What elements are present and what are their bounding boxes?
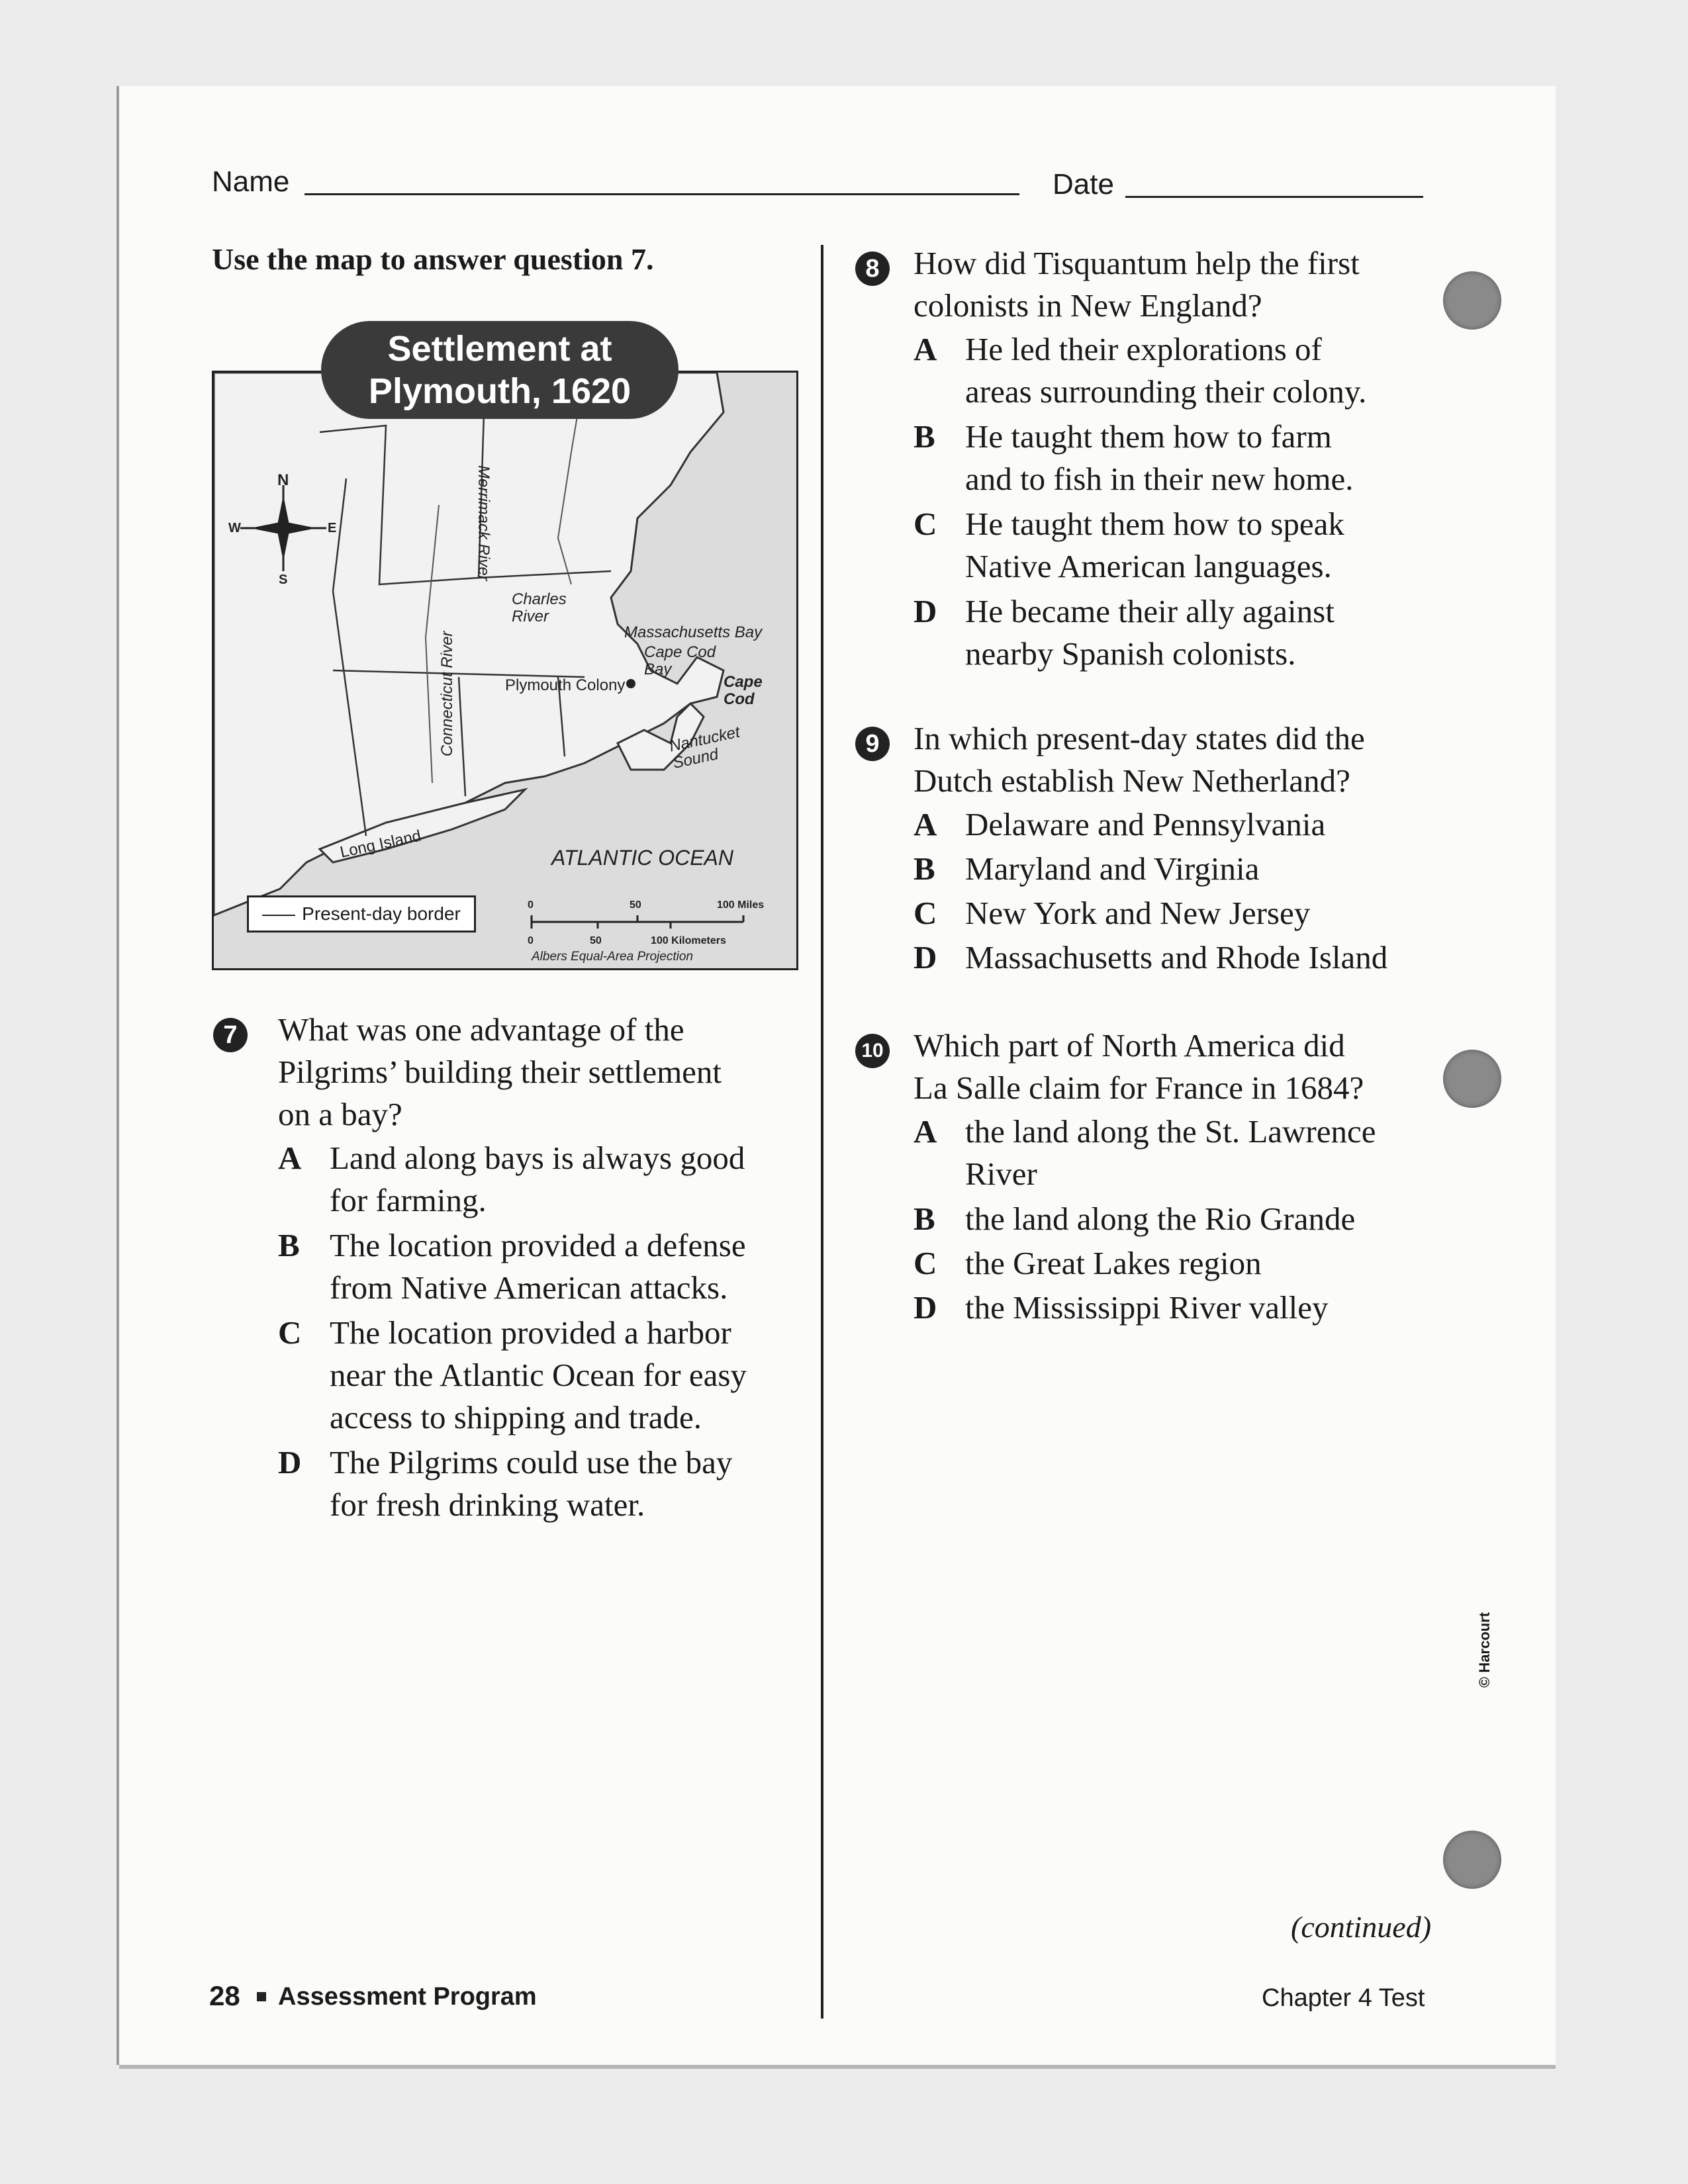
option-line: from Native American attacks.: [330, 1269, 728, 1306]
question-line: Which part of North America did: [914, 1027, 1345, 1064]
option-line: the land along the Rio Grande: [965, 1201, 1356, 1237]
option-line: Massachusetts and Rhode Island: [965, 939, 1388, 976]
answer-option[interactable]: [914, 892, 1483, 934]
scale-mi-100: 100 Miles: [717, 899, 765, 911]
option-line: the Great Lakes region: [965, 1245, 1262, 1281]
map-title-line: Plymouth, 1620: [368, 371, 632, 411]
question-line: Pilgrims’ building their settlement: [278, 1054, 722, 1090]
answer-option[interactable]: [278, 1137, 808, 1222]
legend-label: Present-day border: [302, 903, 461, 924]
answer-option[interactable]: [914, 848, 1483, 890]
binder-hole: [1443, 1050, 1501, 1108]
option-letter: C: [914, 1245, 937, 1281]
binder-hole: [1443, 1831, 1501, 1889]
option-letter: D: [914, 939, 937, 976]
worksheet-page: [119, 86, 1556, 2065]
map-instruction: Use the map to answer question 7.: [212, 242, 654, 276]
option-line: New York and New Jersey: [965, 895, 1311, 931]
option-line: River: [965, 1156, 1037, 1192]
scale-km-100: 100 Kilometers: [651, 935, 726, 946]
option-letter: D: [914, 1289, 937, 1326]
option-line: Native American languages.: [965, 548, 1332, 584]
option-letter: B: [914, 1201, 935, 1237]
map-figure: [212, 371, 798, 970]
copyright-notice: © Harcourt: [1476, 1612, 1493, 1688]
nantucket-sound-label: Nantucket Sound: [667, 723, 742, 772]
option-line: He led their explorations of: [965, 331, 1322, 367]
question-text: [914, 717, 1365, 802]
answer-option[interactable]: [914, 1111, 1483, 1195]
answer-option[interactable]: [914, 936, 1483, 979]
answer-option[interactable]: [914, 503, 1443, 588]
continued-note: (continued): [1291, 1910, 1432, 1944]
map-title: [321, 321, 679, 419]
answer-option[interactable]: [914, 590, 1443, 675]
question-text: [914, 1024, 1364, 1109]
map-title-line: Settlement at: [387, 329, 612, 369]
name-line: [305, 193, 1019, 195]
merrimack-river-label: Merrimack River: [475, 465, 492, 581]
atlantic-ocean-label: ATLANTIC OCEAN: [551, 846, 733, 870]
compass-n: N: [277, 471, 289, 489]
scale-mi-0: 0: [528, 899, 534, 911]
option-letter: B: [278, 1227, 300, 1263]
question-number: 10: [855, 1034, 890, 1068]
charles-river-label: Charles River: [512, 590, 567, 625]
massachusetts-bay-label: Massachusetts Bay: [624, 623, 763, 641]
map-legend: [247, 895, 476, 933]
option-letter: A: [914, 331, 937, 367]
legend-line: [262, 915, 295, 916]
scale-km-0: 0: [528, 935, 534, 946]
compass-w: W: [228, 521, 241, 535]
option-letter: D: [278, 1444, 302, 1480]
column-divider: [821, 245, 823, 2019]
option-line: He taught them how to speak: [965, 506, 1344, 542]
option-line: nearby Spanish colonists.: [965, 635, 1296, 672]
option-line: access to shipping and trade.: [330, 1399, 702, 1435]
long-island-label: Long Island: [338, 827, 423, 862]
scale-mi-50: 50: [630, 899, 641, 911]
question-line: on a bay?: [278, 1096, 402, 1132]
plymouth-colony-label: Plymouth Colony: [505, 676, 626, 694]
question-number: 7: [213, 1018, 248, 1052]
option-letter: B: [914, 418, 935, 455]
question-text: [278, 1009, 722, 1136]
option-line: the Mississippi River valley: [965, 1289, 1329, 1326]
answer-option[interactable]: [914, 1242, 1483, 1285]
option-line: The Pilgrims could use the bay: [330, 1444, 733, 1480]
option-letter: C: [914, 895, 937, 931]
option-line: Land along bays is always good: [330, 1140, 745, 1176]
option-letter: A: [914, 1113, 937, 1150]
answer-option[interactable]: [278, 1441, 808, 1526]
option-line: Delaware and Pennsylvania: [965, 806, 1326, 842]
option-line: He became their ally against: [965, 593, 1335, 629]
answer-option[interactable]: [914, 416, 1443, 500]
question-number: 9: [855, 727, 890, 761]
map-projection: Albers Equal-Area Projection: [532, 950, 693, 964]
option-line: The location provided a defense: [330, 1227, 746, 1263]
question-line: What was one advantage of the: [278, 1011, 684, 1048]
option-letter: B: [914, 850, 935, 887]
question-line: In which present-day states did the: [914, 720, 1365, 756]
question-line: colonists in New England?: [914, 287, 1262, 324]
question-line: How did Tisquantum help the first: [914, 245, 1360, 281]
date-line: [1125, 196, 1423, 198]
option-letter: C: [914, 506, 937, 542]
option-letter: D: [914, 593, 937, 629]
scale-km-50: 50: [590, 935, 602, 946]
question-text: [914, 242, 1360, 327]
option-line: The location provided a harbor: [330, 1314, 731, 1351]
option-letter: A: [278, 1140, 302, 1176]
option-line: for fresh drinking water.: [330, 1486, 645, 1523]
name-label: Name: [212, 165, 290, 198]
test-name: Chapter 4 Test: [1262, 1984, 1425, 2012]
option-line: for farming.: [330, 1182, 487, 1218]
footer-bullet: [257, 1992, 266, 2001]
compass-s: S: [279, 572, 288, 587]
answer-option[interactable]: [914, 328, 1443, 413]
connecticut-river-label: Connecticut River: [438, 631, 456, 756]
answer-option[interactable]: [914, 1287, 1483, 1329]
page-number: 28: [209, 1980, 240, 2011]
answer-option[interactable]: [914, 803, 1483, 846]
option-line: He taught them how to farm: [965, 418, 1332, 455]
question-line: Dutch establish New Netherland?: [914, 762, 1350, 799]
cape-cod-label: Cape Cod: [724, 673, 763, 708]
option-line: Maryland and Virginia: [965, 850, 1260, 887]
plymouth-marker: [626, 679, 635, 688]
cape-cod-bay-label: Cape Cod Bay: [644, 643, 716, 678]
compass-e: E: [328, 521, 337, 535]
answer-option[interactable]: [914, 1198, 1483, 1240]
program-name: Assessment Program: [278, 1983, 537, 2011]
option-letter: A: [914, 806, 937, 842]
date-label: Date: [1053, 168, 1114, 201]
binder-hole: [1443, 271, 1501, 330]
option-line: and to fish in their new home.: [965, 461, 1354, 497]
answer-option[interactable]: [278, 1312, 808, 1439]
option-line: near the Atlantic Ocean for easy: [330, 1357, 747, 1393]
question-number: 8: [855, 251, 890, 286]
answer-option[interactable]: [278, 1224, 808, 1309]
option-line: the land along the St. Lawrence: [965, 1113, 1376, 1150]
option-line: areas surrounding their colony.: [965, 373, 1367, 410]
question-line: La Salle claim for France in 1684?: [914, 1069, 1364, 1106]
option-letter: C: [278, 1314, 302, 1351]
